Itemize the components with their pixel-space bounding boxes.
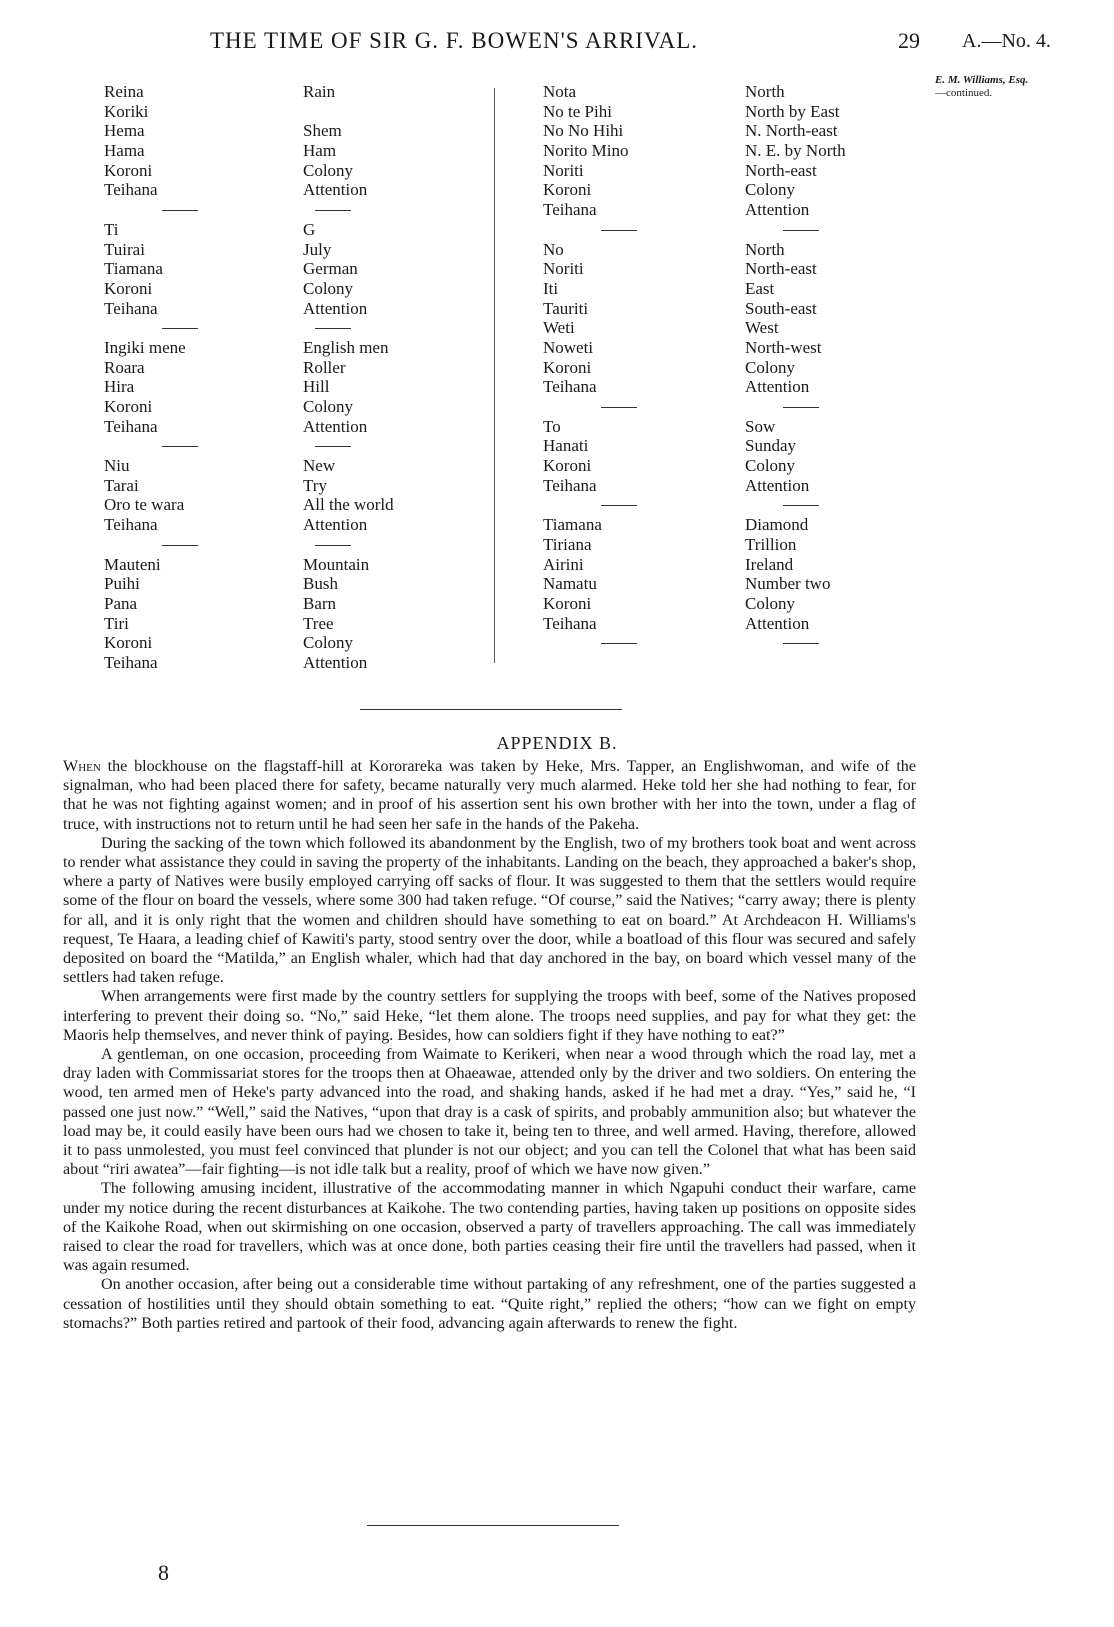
vocab-word: Colony <box>745 357 796 377</box>
vocab-word: Attention <box>745 377 810 397</box>
vocab-word: Shem <box>303 121 342 141</box>
vocab-word: G <box>303 219 316 239</box>
vocab-word: Koroni <box>543 357 592 377</box>
page-header <box>0 28 1114 58</box>
appendix-paragraph: When arrangements were first made by the country settlers for supplying the troops with beef, some of the Natives proposed interfering to prevent their doing so. “No,” said Heke, “let them alone. The troops need supplies, and pay for what they get: the Maoris help themselves, and never think of paying. Besides, how can soldiers fight if they have nothing to eat?” <box>63 988 916 1044</box>
vocab-word: Sunday <box>745 436 796 456</box>
vocab-word: Attention <box>303 180 368 200</box>
vocab-word: Noriti <box>543 160 584 180</box>
vocab-word: Weti <box>543 318 575 338</box>
vocab-word: Colony <box>745 180 796 200</box>
vocab-word: Koroni <box>104 160 153 180</box>
appendix-paragraph: The following amusing incident, illustrative of the accommodating manner in which Ngapuhi conduct their warfare, came under my notice during the recent disturbances at Kaikohe. The two contending parties, having taken up positions on opposite sides of the Kaikohe Road, when out skirmishing on one occasion, observed a party of travellers approaching. The call was immediately raised to clear the road for travellers, which was at once done, both parties ceasing their fire until the travellers had passed, when it was again resumed. <box>63 1180 916 1275</box>
vocab-word: Noweti <box>543 337 594 357</box>
appendix-text <box>63 757 916 1333</box>
vocab-word: German <box>303 259 358 279</box>
vocab-word: All the world <box>303 495 394 515</box>
vocab-word: Tiri <box>104 613 129 633</box>
vocab-word: Puihi <box>104 574 140 594</box>
vocab-word: July <box>303 239 332 259</box>
vocab-word: Ireland <box>745 554 794 574</box>
vocab-word: Tree <box>303 613 334 633</box>
group-separator <box>543 220 628 240</box>
vocab-word: Colony <box>303 397 354 416</box>
group-separator <box>543 495 628 515</box>
group-separator <box>303 535 394 555</box>
vocab-word: Ingiki mene <box>104 337 186 357</box>
vocab-word: Teihana <box>104 298 158 318</box>
vocab-word: Trillion <box>745 534 797 554</box>
vocab-word: Koroni <box>104 278 153 298</box>
vocab-word: North-east <box>745 160 817 180</box>
vocab-word: Koroni <box>543 456 592 476</box>
vocab-word: N. North-east <box>745 121 838 141</box>
section-divider <box>360 709 622 710</box>
vocab-word: Hama <box>104 141 145 161</box>
vocab-column-maori-1 <box>104 82 186 673</box>
vocab-word: South-east <box>745 298 817 318</box>
paper-reference: A.—No. 4. <box>962 30 1051 52</box>
vocab-word: Bush <box>303 574 338 594</box>
page-number: 29 <box>898 28 920 53</box>
vocab-column-english-2 <box>745 82 846 653</box>
vocab-word: Teihana <box>543 200 597 220</box>
vocab-column-maori-2 <box>543 82 628 653</box>
vocab-word: Norito Mino <box>543 141 629 161</box>
vocab-word: Koriki <box>104 101 149 121</box>
vocab-word: Attention <box>745 200 810 220</box>
vocab-word: Noriti <box>543 259 584 279</box>
group-separator <box>745 397 846 417</box>
vocab-word: Hema <box>104 121 145 141</box>
appendix-heading: APPENDIX B. <box>496 733 618 753</box>
vocab-word: Iti <box>543 278 559 298</box>
group-separator <box>104 318 186 338</box>
vocab-word: Roara <box>104 357 145 377</box>
group-separator <box>104 200 186 220</box>
vocab-word: Airini <box>543 554 584 574</box>
end-divider <box>367 1525 619 1526</box>
group-separator <box>745 495 846 515</box>
vocab-word: Attention <box>745 475 810 495</box>
vocab-word: North <box>745 239 785 259</box>
group-separator <box>745 633 846 653</box>
vocab-word: North by East <box>745 101 840 121</box>
appendix-paragraph: A gentleman, on one occasion, proceeding from Waimate to Kerikeri, when near a wood through which the road lay, met a dray laden with Commissariat stores for the troops then at Ohaeawae, attended only by the driver and two soldiers. On entering the wood, ten armed men of Heke's party advanced into the road, and shaking hands, asked if he had met a dray. “Yes,” said he, “I passed one just now.” “Well,” said the Natives, “upon that dray is a cask of spirits, and probably ammunition also; but whatever the load may be, it could easily have been ours had we chosen to take it, being ten to three, and well armed. Having, therefore, allowed it to pass unmolested, you must feel convinced that plunder is not our object; and you can tell the Colonel that what has been said about “riri awatea”—fair fighting—is not idle talk but a reality, proof of which we have now given.” <box>63 1046 916 1179</box>
appendix-paragraph: During the sacking of the town which followed its abandonment by the English, two of my brothers took boat and went across to render what assistance they could in saving the property of the inhabitants. Landing on the beach, they approached a baker's shop, where a party of Natives were busily employed carrying off sacks of flour. It was suggested to them that the settlers would require some of the flour on board the vessels, where some 300 had taken refuge. “Of course,” said the Natives; “carry away; there is plenty for all, and it is only right that the women and children should have something to eat on board.” At Archdeacon H. Williams's request, Te Haara, a leading chief of Kawiti's party, stood sentry over the door, while a boatload of this flour was secured and safely deposited on board the “Matilda,” an English whaler, which had that day anchored in the bay, on board which vessel many of the settlers had taken refuge. <box>63 834 916 987</box>
vocab-word: North-west <box>745 337 822 357</box>
margin-note <box>935 74 1065 100</box>
vocab-word: Teihana <box>543 475 597 495</box>
vocab-word: Colony <box>303 633 354 653</box>
vocab-word: Colony <box>303 160 354 180</box>
appendix-paragraph: On another occasion, after being out a considerable time without partaking of any refreshment, one of the parties suggested a cessation of hostilities until they should obtain something to eat. “Quite right,” replied the others; “how can we fight on empty stomachs?” Both parties retired and partook of their food, advancing again afterwards to renew the fight. <box>63 1276 916 1332</box>
group-separator <box>104 535 186 555</box>
vocab-word: Teihana <box>104 652 158 672</box>
vocab-word: Oro te wara <box>104 495 185 515</box>
vocab-word: Attention <box>303 298 368 318</box>
vocab-word: Try <box>303 475 327 495</box>
vocab-word: Koroni <box>104 633 153 653</box>
signature-mark: 8 <box>158 1560 169 1585</box>
vocab-word: West <box>745 318 779 338</box>
vocab-word: Tiriana <box>543 534 592 554</box>
vocab-word: New <box>303 456 336 476</box>
vocab-word: Attention <box>303 652 368 672</box>
vocab-word: Ham <box>303 141 337 161</box>
vocab-word: Teihana <box>543 613 597 633</box>
vocab-word: No <box>543 239 564 259</box>
group-separator <box>303 200 394 220</box>
vocab-word: Teihana <box>543 377 597 397</box>
group-separator <box>543 397 628 417</box>
vocab-word: Tiamana <box>104 259 163 279</box>
vocab-word: Tiamana <box>543 515 602 535</box>
vocab-word: Mountain <box>303 554 370 574</box>
column-divider <box>494 88 495 663</box>
margin-note-continued: —continued. <box>935 87 993 99</box>
vocab-word: To <box>543 416 561 436</box>
vocab-word: Number two <box>745 574 831 594</box>
vocab-word: English men <box>303 337 389 357</box>
vocab-word: Colony <box>745 456 796 476</box>
vocab-word: North-east <box>745 259 817 279</box>
vocab-word: Roller <box>303 357 346 377</box>
vocab-word: Niu <box>104 456 130 476</box>
vocab-word: North <box>745 82 785 101</box>
paragraph-text: the blockhouse on the flagstaff-hill at Kororareka was taken by Heke, Mrs. Tapper, an Englishwoman, and wife of the signalman, who had been placed there for safety, became naturally very much alarmed. Heke told her she had nothing to fear, for that he was not fighting against women; and in proof of his assertion sent his own brother with her into the town, under a flag of truce, with instructions not to return until he had seen her safe in the hands of the Pakeha. <box>63 758 916 833</box>
vocab-word: No te Pihi <box>543 101 612 121</box>
vocab-word: Rain <box>303 82 336 101</box>
vocab-word: Tuirai <box>104 239 145 259</box>
vocab-word: Teihana <box>104 180 158 200</box>
vocab-word: Attention <box>303 515 368 535</box>
vocab-word: Tarai <box>104 475 139 495</box>
vocab-word: Ti <box>104 219 119 239</box>
vocab-word: Mauteni <box>104 554 161 574</box>
vocab-word: Sow <box>745 416 776 436</box>
vocab-word: Koroni <box>104 397 153 416</box>
vocab-word: Barn <box>303 593 337 613</box>
vocab-column-english-1 <box>303 82 394 673</box>
vocab-word: Koroni <box>543 593 592 613</box>
vocab-word: Colony <box>745 593 796 613</box>
vocab-word: N. E. by North <box>745 141 846 161</box>
group-separator <box>104 436 186 456</box>
running-title: THE TIME OF SIR G. F. BOWEN'S ARRIVAL. <box>210 28 698 53</box>
vocab-word: Hill <box>303 377 330 397</box>
group-separator <box>543 633 628 653</box>
group-separator <box>303 436 394 456</box>
vocab-word: Teihana <box>104 515 158 535</box>
paragraph-lead: When <box>63 758 101 775</box>
vocab-word: Attention <box>303 416 368 436</box>
vocab-word: Hira <box>104 377 135 397</box>
vocab-word: Attention <box>745 613 810 633</box>
vocab-word: Nota <box>543 82 577 101</box>
vocab-word: Namatu <box>543 574 597 594</box>
margin-note-author: E. M. Williams, Esq. <box>935 74 1029 86</box>
vocab-word: Pana <box>104 593 138 613</box>
vocab-word: East <box>745 278 775 298</box>
group-separator <box>745 220 846 240</box>
group-separator <box>303 318 394 338</box>
appendix-paragraph <box>63 757 916 834</box>
vocab-word: Koroni <box>543 180 592 200</box>
vocab-word: Colony <box>303 278 354 298</box>
vocab-word <box>303 102 394 122</box>
vocab-word: Teihana <box>104 416 158 436</box>
vocab-word: Reina <box>104 82 144 101</box>
vocab-word: Tauriti <box>543 298 589 318</box>
vocab-word: No No Hihi <box>543 121 624 141</box>
vocab-word: Diamond <box>745 515 809 535</box>
vocab-word: Hanati <box>543 436 589 456</box>
